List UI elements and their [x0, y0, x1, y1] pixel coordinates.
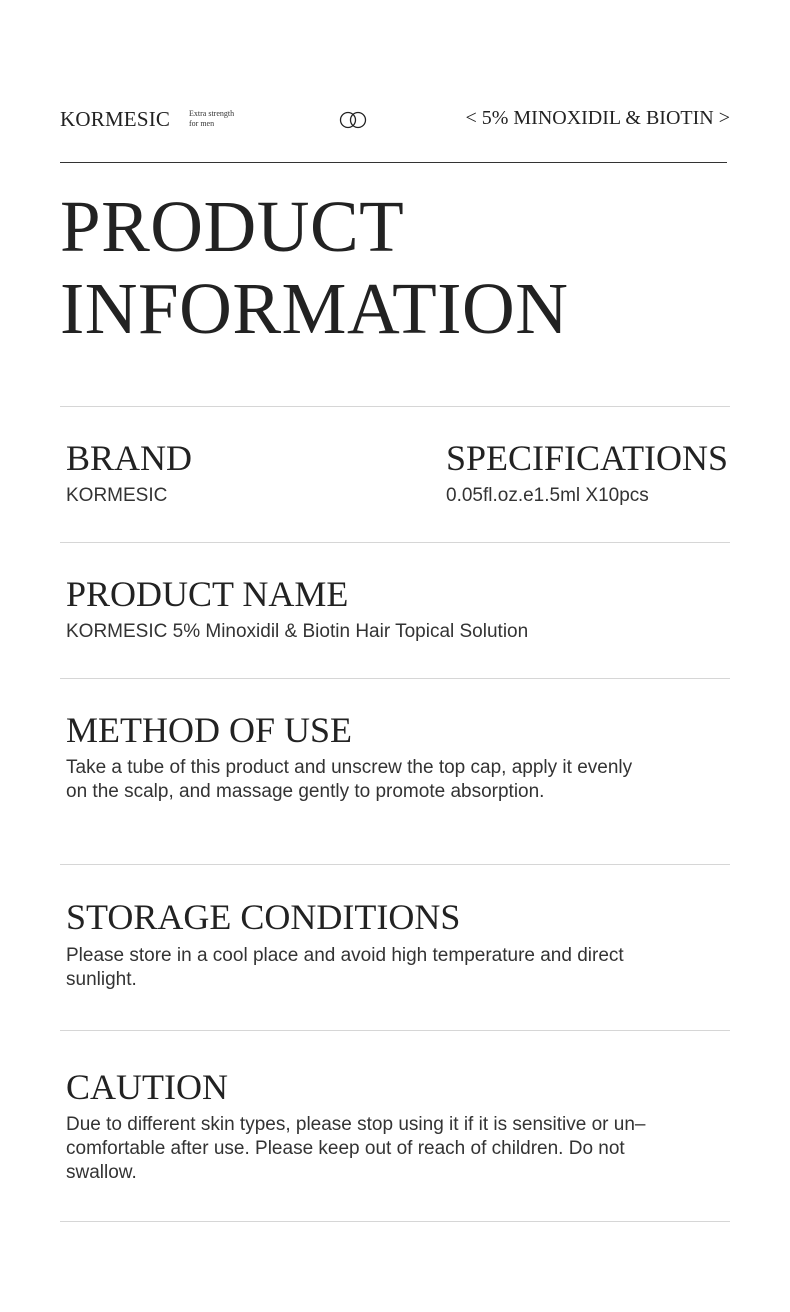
tagline-line-1: Extra strength [189, 109, 235, 118]
storage-conditions-line-1: Please store in a cool place and avoid high temperature and direct [66, 945, 624, 966]
storage-conditions-line-2: sunlight. [66, 969, 137, 990]
method-of-use-text [66, 756, 632, 804]
method-of-use-heading: METHOD OF USE [66, 710, 353, 750]
divider [60, 542, 730, 543]
tagline-line-2: for men [189, 119, 215, 128]
divider [60, 678, 730, 679]
page-title-line-1: PRODUCT [60, 186, 405, 267]
brand-value: KORMESIC [66, 485, 168, 506]
divider [60, 864, 730, 865]
brand-heading: BRAND [66, 438, 193, 478]
divider [60, 1221, 730, 1222]
method-of-use-line-2: on the scalp, and massage gently to promote absorption. [66, 781, 545, 802]
storage-conditions-heading: STORAGE CONDITIONS [66, 897, 461, 937]
specifications-value: 0.05fl.oz.e1.5ml X10pcs [446, 485, 649, 506]
caution-text [66, 1113, 645, 1185]
caution-heading: CAUTION [66, 1067, 228, 1107]
product-name-heading: PRODUCT NAME [66, 574, 349, 614]
product-name-value: KORMESIC 5% Minoxidil & Biotin Hair Topical Solution [66, 621, 529, 642]
brand-logo: KORMESIC [60, 107, 171, 131]
divider [60, 406, 730, 407]
method-of-use-line-1: Take a tube of this product and unscrew the top cap, apply it evenly [66, 757, 633, 778]
header-rule [60, 162, 727, 163]
page-title-line-2: INFORMATION [60, 268, 569, 349]
storage-conditions-text [66, 944, 624, 992]
header-subtitle: < 5% MINOXIDIL & BIOTIN > [465, 107, 730, 129]
interlocking-rings-icon [338, 111, 368, 129]
caution-line-2: comfortable after use. Please keep out of reach of children. Do not [66, 1138, 625, 1159]
specifications-heading: SPECIFICATIONS [446, 438, 729, 478]
page-title [60, 186, 568, 350]
tagline [189, 109, 234, 129]
caution-line-3: swallow. [66, 1162, 137, 1183]
caution-line-1: Due to different skin types, please stop using it if it is sensitive or un– [66, 1114, 646, 1135]
divider [60, 1030, 730, 1031]
header [60, 104, 730, 136]
